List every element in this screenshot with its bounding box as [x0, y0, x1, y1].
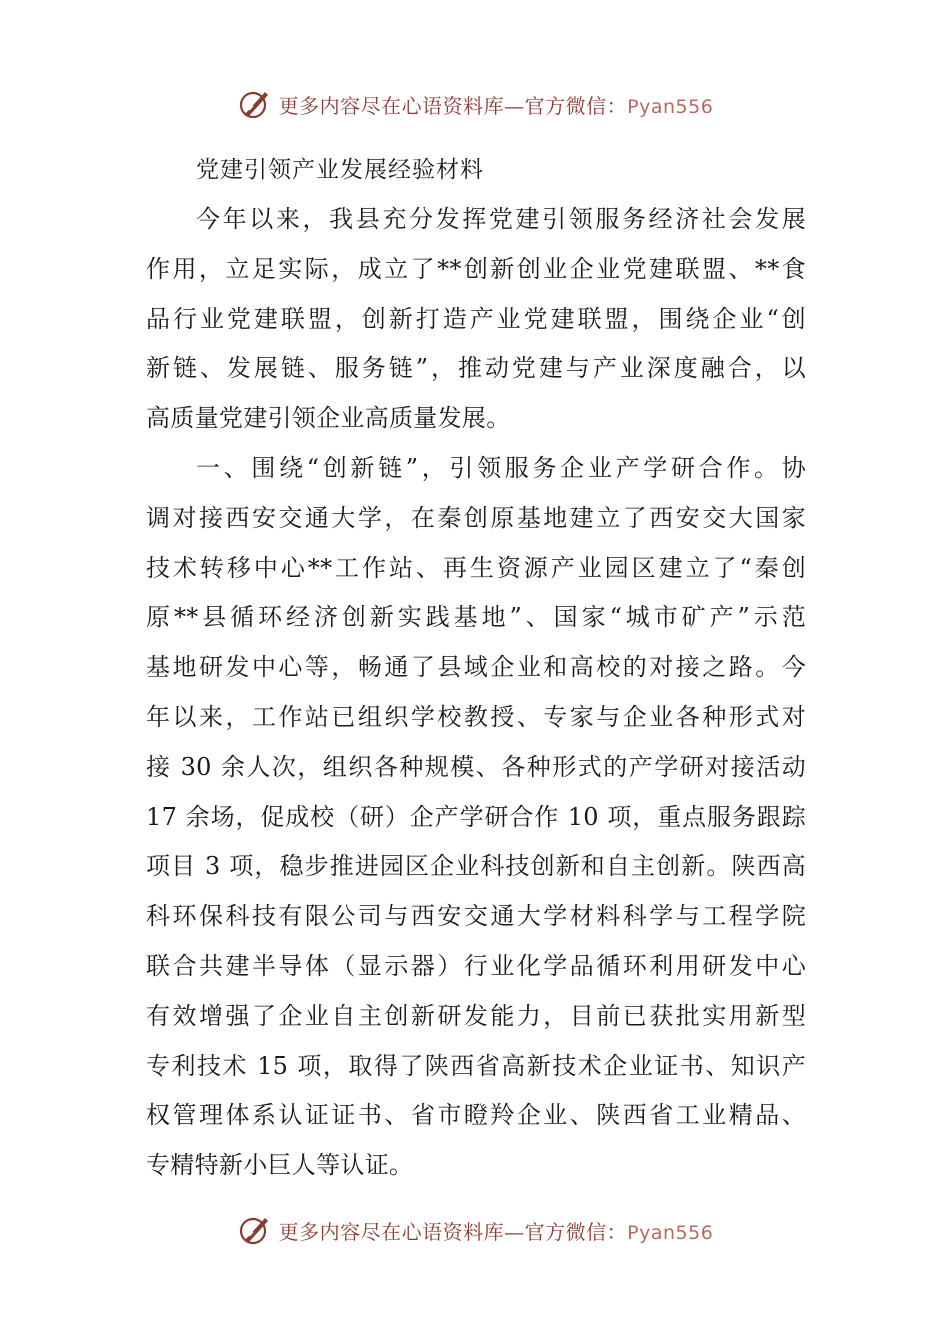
wechat-id: Pyan556	[627, 1221, 714, 1244]
paragraph-line: 基地研发中心等，畅通了县域企业和高校的对接之路。今	[146, 653, 806, 682]
pen-logo-icon	[237, 1212, 273, 1248]
footer-watermark	[0, 1210, 950, 1250]
paragraph-line: 品行业党建联盟，创新打造产业党建联盟，围绕企业“创	[146, 304, 806, 333]
paragraph-line: 17 余场，促成校（研）企产学研合作 10 项，重点服务跟踪	[146, 802, 806, 831]
document-body	[146, 146, 806, 1191]
pen-logo-icon	[237, 86, 273, 122]
wechat-id: Pyan556	[627, 95, 714, 118]
paragraph-line: 项目 3 项，稳步推进园区企业科技创新和自主创新。陕西高	[146, 852, 806, 881]
header-watermark	[0, 84, 950, 124]
paragraph-line: 新链、发展链、服务链”，推动党建与产业深度融合，以	[146, 354, 806, 383]
document-title: 党建引领产业发展经验材料	[196, 157, 484, 183]
paragraph-line: 作用，立足实际，成立了**创新创业企业党建联盟、**食	[146, 254, 806, 283]
paragraph-line: 有效增强了企业自主创新研发能力，目前已获批实用新型	[146, 1001, 806, 1030]
paragraph-line: 专精特新小巨人等认证。	[146, 1151, 414, 1180]
paragraph-line: 权管理体系认证证书、省市瞪羚企业、陕西省工业精品、	[146, 1101, 806, 1130]
watermark-text: 更多内容尽在心语资料库—官方微信：Pyan556	[278, 93, 714, 118]
paragraph-line: 一、围绕“创新链”，引领服务企业产学研合作。协	[196, 453, 806, 482]
paragraph-line: 原**县循环经济创新实践基地”、国家“城市矿产”示范	[146, 603, 806, 632]
paragraph-line: 技术转移中心**工作站、再生资源产业园区建立了“秦创	[146, 553, 806, 582]
paragraph-line: 联合共建半导体（显示器）行业化学品循环利用研发中心	[146, 951, 806, 980]
paragraph-line: 接 30 余人次，组织各种规模、各种形式的产学研对接活动	[146, 752, 806, 781]
paragraph-line: 年以来，工作站已组织学校教授、专家与企业各种形式对	[146, 702, 806, 731]
watermark-text: 更多内容尽在心语资料库—官方微信：Pyan556	[278, 1219, 714, 1244]
paragraph-line: 今年以来，我县充分发挥党建引领服务经济社会发展	[196, 205, 806, 233]
paragraph-line: 科环保科技有限公司与西安交通大学材料科学与工程学院	[146, 902, 806, 931]
paragraph-line: 高质量党建引领企业高质量发展。	[146, 404, 511, 433]
paragraph-line: 调对接西安交通大学，在秦创原基地建立了西安交大国家	[146, 503, 806, 532]
paragraph-line: 专利技术 15 项，取得了陕西省高新技术企业证书、知识产	[146, 1051, 806, 1080]
